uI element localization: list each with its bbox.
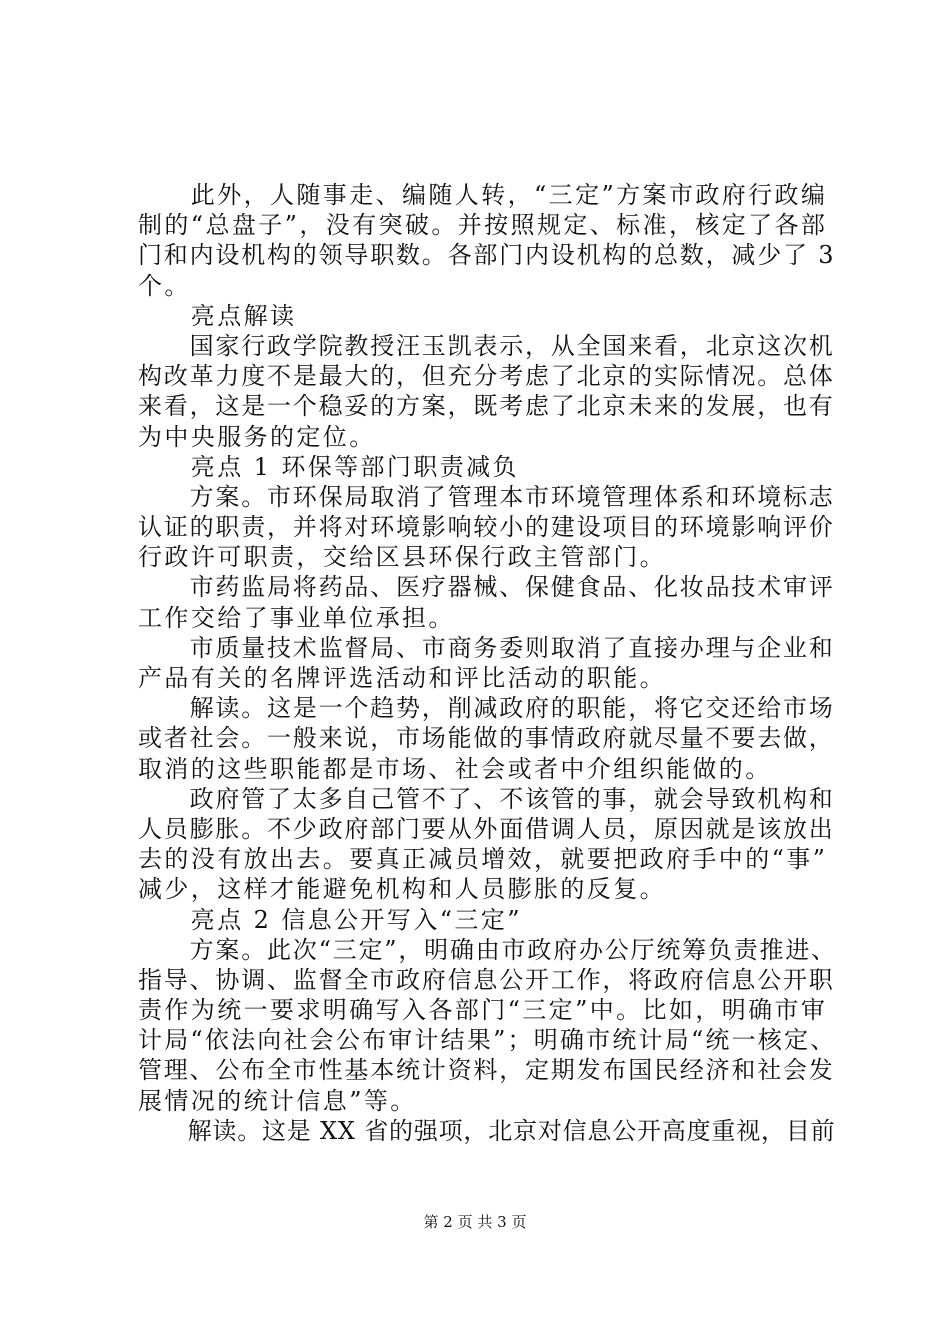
text-line: 市质量技术监督局、市商务委则取消了直接办理与企业和: [138, 633, 835, 662]
document-body: [138, 180, 838, 1146]
text-line: 展情况的统计信息”等。: [138, 1086, 417, 1115]
text-line: 国家行政学院教授汪玉凯表示，从全国来看，北京这次机: [138, 331, 835, 360]
text-line: 责作为统一要求明确写入各部门“三定”中。比如，明确市审: [138, 996, 828, 1025]
text-line: 或者社会。一般来说，市场能做的事情政府就尽量不要去做，: [138, 724, 835, 753]
text-line: 构改革力度不是最大的，但充分考虑了北京的实际情况。总体: [138, 362, 835, 391]
text-line: 门和内设机构的领导职数。各部门内设机构的总数，减少了 3: [138, 241, 836, 270]
section-heading: 亮点 2 信息公开写入“三定”: [138, 905, 522, 934]
text-line: 方案。市环保局取消了管理本市环境管理体系和环境标志: [138, 482, 835, 511]
text-line: 解读。这是 XX 省的强项，北京对信息公开高度重视，目前: [138, 1116, 836, 1145]
text-line: 方案。此次“三定”，明确由市政府办公厅统筹负责推进、: [138, 935, 837, 964]
text-line: 计局“依法向社会公布审计结果”；明确市统计局“统一核定、: [138, 1026, 837, 1055]
text-line: 为中央服务的定位。: [138, 422, 376, 451]
text-line: 市药监局将药品、医疗器械、保健食品、化妆品技术审评: [138, 573, 835, 602]
text-line: 管理、公布全市性基本统计资料，定期发布国民经济和社会发: [138, 1056, 835, 1085]
text-line: 去的没有放出去。要真正减员增效，就要把政府手中的“事”: [138, 845, 828, 874]
section-heading: 亮点解读: [138, 301, 297, 330]
text-line: 产品有关的名牌评选活动和评比活动的职能。: [138, 664, 666, 692]
section-heading: 亮点 1 环保等部门职责减负: [138, 452, 519, 481]
text-line: 制的“总盘子”，没有突破。并按照规定、标准，核定了各部: [138, 211, 828, 240]
text-line: 行政许可职责，交给区县环保行政主管部门。: [138, 543, 666, 572]
text-line: 政府管了太多自己管不了、不该管的事，就会导致机构和: [138, 784, 835, 813]
text-line: 个。: [138, 271, 191, 300]
text-line: 减少，这样才能避免机构和人员膨胀的反复。: [138, 875, 666, 904]
text-line: 取消的这些职能都是市场、社会或者中介组织能做的。: [138, 754, 772, 783]
page-footer: 第 2 页 共 3 页: [423, 1213, 527, 1231]
text-line: 解读。这是一个趋势，削减政府的职能，将它交还给市场: [138, 694, 835, 723]
text-line: 指导、协调、监督全市政府信息公开工作，将政府信息公开职: [138, 965, 835, 994]
text-line: 此外，人随事走、编随人转，“三定”方案市政府行政编: [138, 181, 828, 209]
text-line: 人员膨胀。不少政府部门要从外面借调人员，原因就是该放出: [138, 814, 835, 843]
text-line: 来看，这是一个稳妥的方案，既考虑了北京未来的发展，也有: [138, 392, 835, 421]
text-line: 工作交给了事业单位承担。: [138, 603, 455, 632]
text-line: 认证的职责，并将对环境影响较小的建设项目的环境影响评价: [138, 513, 835, 542]
